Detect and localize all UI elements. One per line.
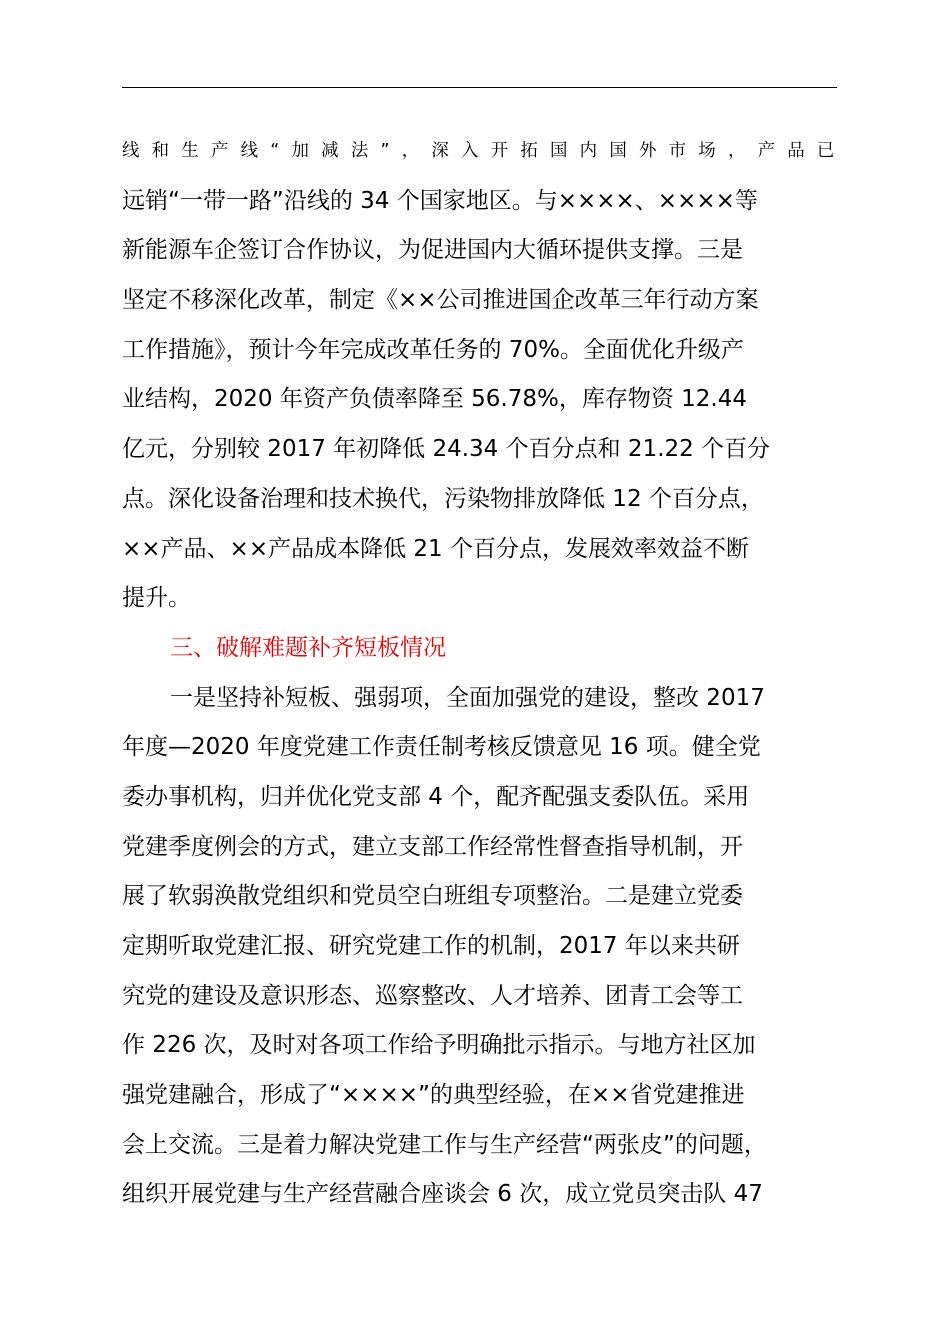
text-line: 线和生产线“加减法”，深入开拓国内国外市场，产品已 — [122, 141, 847, 161]
text-line: 定期听取党建汇报、研究党建工作的机制，2017 年以来共研 — [122, 933, 740, 959]
text-line: 远销“一带一路”沿线的 34 个国家地区。与××××、××××等 — [122, 187, 758, 214]
text-line: 作 226 次，及时对各项工作给予明确批示指示。与地方社区加 — [122, 1032, 756, 1059]
text-line: 亿元，分别较 2017 年初降低 24.34 个百分点和 21.22 个百分 — [122, 436, 771, 463]
text-line: 坚定不移深化改革，制定《××公司推进国企改革三年行动方案 — [122, 287, 759, 314]
text-line: 新能源车企签订合作协议，为促进国内大循环提供支撑。三是 — [122, 237, 743, 264]
text-line: 党建季度例会的方式，建立支部工作经常性督查指导机制，开 — [122, 833, 743, 860]
text-line: 强党建融合，形成了“××××”的典型经验，在××省党建推进 — [122, 1082, 745, 1109]
text-line: ××产品、××产品成本降低 21 个百分点，发展效率效益不断 — [122, 535, 749, 562]
text-line: 组织开展党建与生产经营融合座谈会 6 次，成立党员突击队 47 — [122, 1181, 763, 1208]
text-line: 提升。 — [122, 585, 191, 612]
text-line: 委办事机构，归并优化党支部 4 个，配齐配强支委队伍。采用 — [122, 783, 750, 810]
text-line: 工作措施》，预计今年完成改革任务的 70%。全面优化升级产 — [122, 336, 744, 363]
text-line: 一是坚持补短板、强弱项，全面加强党的建设，整改 2017 — [170, 684, 765, 711]
text-line: 展了软弱涣散党组织和党员空白班组专项整治。二是建立党委 — [122, 883, 743, 910]
section-heading: 三、破解难题补齐短板情况 — [170, 634, 446, 661]
header-rule — [122, 87, 837, 88]
body-text — [122, 127, 847, 1220]
text-line: 点。深化设备治理和技术换代，污染物排放降低 12 个百分点， — [122, 485, 764, 512]
text-line: 年度—2020 年度党建工作责任制考核反馈意见 16 项。健全党 — [122, 734, 761, 761]
text-line: 会上交流。三是着力解决党建工作与生产经营“两张皮”的问题， — [122, 1131, 767, 1158]
text-line: 业结构，2020 年资产负债率降至 56.78%，库存物资 12.44 — [122, 386, 748, 413]
text-line: 究党的建设及意识形态、巡察整改、人才培养、团青工会等工 — [122, 982, 743, 1009]
